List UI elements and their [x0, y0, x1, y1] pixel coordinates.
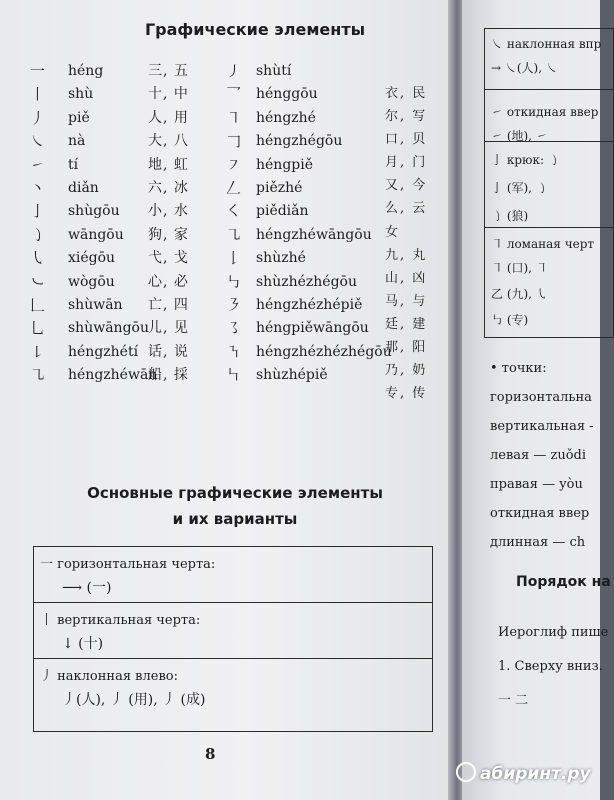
dots-heading: • точки:	[490, 361, 547, 376]
stroke-pinyin: héngzhéwāngōu	[256, 226, 372, 243]
stroke-symbol: 丶	[30, 178, 46, 197]
stroke-pinyin: héngzhézhépiě	[256, 296, 363, 313]
stroke-symbol: 𠃌	[226, 132, 242, 151]
box-row: ㇀ откидная ввер	[491, 105, 599, 119]
list-item: откидная ввер	[490, 506, 590, 521]
stroke-examples: 儿, 见	[148, 320, 189, 337]
stroke-pinyin: héngzhétí	[68, 343, 139, 360]
stroke-pinyin: héngzhéwān	[68, 367, 158, 384]
stroke-pinyin: diǎn	[68, 179, 99, 196]
stroke-pinyin: héng	[68, 63, 104, 79]
variant-label: 丨 вертикальная черта:	[40, 613, 201, 628]
page-title: Графические элементы	[144, 20, 366, 39]
section-subtitle	[70, 480, 400, 532]
list-item: левая — zuǒdi	[490, 448, 587, 463]
stroke-symbol: ㇏	[30, 132, 46, 151]
stroke-examples: 十, 中	[148, 86, 189, 103]
example-chars: 九, 丸	[385, 247, 428, 263]
example-chars: 口, 贝	[385, 132, 428, 148]
box-row: → ㇏(人), ㇏	[491, 61, 558, 75]
list-item: горизонтальна	[490, 390, 592, 405]
stroke-symbol: ㇛	[226, 202, 242, 221]
stroke-examples: 地, 虹	[148, 156, 189, 173]
example-chars: 那, 阳	[385, 340, 428, 356]
section-heading: Порядок на	[516, 574, 611, 590]
stroke-pinyin: shùwān	[68, 296, 123, 313]
stroke-symbol: ㇇	[226, 155, 242, 174]
stroke-symbol: ㇈	[226, 225, 242, 244]
stroke-pinyin: piědiǎn	[256, 203, 309, 220]
example-chars: 山, 凶	[385, 270, 428, 286]
example-chars: 又, 今	[385, 178, 428, 194]
variant-label: 一 горизонтальная черта:	[40, 557, 216, 572]
stroke-pinyin: héngpiěwāngōu	[256, 320, 369, 337]
stroke-pinyin: piě	[68, 109, 90, 126]
stroke-symbol: 亅	[30, 202, 46, 221]
variant-row	[34, 659, 432, 729]
stroke-symbol: ㇀	[30, 155, 46, 174]
box-row: 乙 (九), ㇂	[491, 287, 548, 301]
stroke-examples: 三, 五	[148, 63, 189, 79]
stroke-pinyin: nà	[68, 133, 86, 150]
text-line: Иероглиф пише	[498, 625, 609, 640]
example-chars: 尔, 写	[385, 109, 428, 125]
section-text	[498, 616, 608, 718]
right-page	[462, 0, 611, 800]
box-row: ㇕ ломаная черт	[491, 237, 595, 251]
box-row: ㇏ наклонная впр	[491, 37, 602, 51]
stroke-pinyin: hénggōu	[256, 86, 318, 103]
example-chars: 马, 与	[385, 293, 428, 309]
text-line: 1. Сверху вниз.	[498, 659, 603, 674]
stroke-symbol: 𠄌	[226, 249, 242, 268]
stroke-pinyin: héngzhézhézhégōu	[256, 343, 392, 360]
stroke-symbol: ㇓	[226, 62, 242, 80]
stroke-examples: 心, 必	[148, 273, 189, 290]
stroke-symbol: ㇃	[30, 272, 46, 291]
variant-label: 丿 наклонная влево:	[40, 669, 178, 684]
box-row: 亅 крюк: ㇁	[491, 153, 560, 167]
right-strokes-box	[484, 28, 614, 338]
stroke-pinyin: shùzhé	[256, 250, 306, 267]
example-chars: 月, 门	[385, 155, 428, 171]
stroke-pinyin: héngzhé	[256, 109, 316, 126]
example-chars: 女	[385, 224, 401, 240]
box-divider	[485, 141, 613, 142]
stroke-symbol: 𠃊	[30, 295, 46, 314]
stroke-symbol: 丨	[30, 85, 46, 104]
example-chars: 衣, 民	[385, 86, 428, 101]
stroke-pinyin: piězhé	[256, 179, 303, 196]
stroke-pinyin: wògōu	[68, 273, 115, 290]
stroke-symbol: ㇉	[226, 272, 242, 291]
stroke-pinyin: shùzhépiě	[256, 367, 328, 384]
text-line: 一 二	[498, 693, 529, 708]
box-row: ㇁ (狼)	[491, 209, 529, 223]
watermark-text: абиринт.ру	[480, 764, 591, 784]
stroke-pinyin: tí	[68, 156, 79, 173]
stroke-examples: 人, 用	[148, 109, 189, 126]
subtitle-line-2: и их варианты	[172, 510, 298, 528]
list-item: длинная — ch	[490, 535, 586, 550]
stroke-examples: 狗, 家	[148, 226, 189, 243]
stroke-pinyin: shùgōu	[68, 203, 120, 220]
dots-list	[490, 354, 610, 557]
list-item: правая — yòu	[490, 477, 583, 492]
box-row: 亅 (军), ㇁	[491, 181, 548, 195]
stroke-symbol: 𠃋	[226, 178, 242, 197]
stroke-examples: 六, 冰	[148, 179, 189, 196]
stroke-symbol: 丿	[30, 108, 46, 127]
stroke-symbol: ㇞	[226, 366, 242, 385]
stroke-symbol: ㇈	[30, 366, 46, 385]
stroke-pinyin: shùzhézhégōu	[256, 273, 357, 290]
stroke-symbol: ㇁	[30, 225, 46, 244]
variant-row	[34, 603, 432, 659]
stroke-examples: 大, 八	[148, 133, 189, 150]
box-divider	[485, 227, 613, 228]
stroke-symbol: ㇌	[226, 319, 242, 338]
labirint-logo-icon	[456, 762, 476, 782]
watermark	[456, 762, 591, 784]
examples-column	[385, 82, 433, 405]
stroke-symbol: ㇋	[226, 295, 242, 314]
table-row	[28, 60, 448, 83]
example-chars: 么, 云	[385, 201, 428, 217]
list-item: вертикальная -	[490, 419, 594, 434]
stroke-examples: 话, 说	[148, 343, 189, 360]
box-row: ㇀ (地), ㇀	[491, 129, 548, 143]
box-divider	[485, 89, 613, 90]
variant-examples: ↓ (十)	[62, 636, 104, 652]
stroke-symbol: ㇂	[30, 249, 46, 268]
stroke-pinyin: xiégōu	[68, 250, 116, 267]
stroke-symbol: ㇎	[226, 342, 242, 361]
page-number: 8	[205, 745, 216, 763]
variant-row	[34, 547, 432, 603]
stroke-symbol: 一	[30, 62, 46, 80]
stroke-pinyin: shùwāngōu	[68, 320, 149, 337]
stroke-pinyin: wāngōu	[68, 226, 124, 243]
variant-examples: ⟶ (一)	[62, 580, 112, 596]
stroke-symbol: ㇕	[226, 108, 242, 127]
stroke-examples: 小, 水	[148, 203, 189, 220]
stroke-pinyin: héngzhégōu	[256, 133, 343, 150]
example-chars: 廷, 建	[385, 316, 428, 332]
stroke-examples: 亡, 四	[148, 296, 189, 313]
stroke-symbol: 乛	[226, 85, 242, 104]
stroke-pinyin: shù	[68, 86, 94, 103]
stroke-pinyin: héngpiě	[256, 156, 314, 173]
stroke-pinyin: shùtí	[256, 63, 292, 79]
variant-examples: 丿(人), 丿 (用), 丿 (成)	[62, 692, 206, 708]
variants-table	[33, 546, 433, 732]
subtitle-line-1: Основные графические элементы	[87, 484, 383, 502]
box-row: ㇉ (专)	[491, 313, 529, 327]
box-row: ㇕ (口), ㇕	[491, 261, 548, 275]
stroke-examples: 船, 採	[148, 367, 189, 384]
stroke-examples: 弋, 戈	[148, 250, 189, 267]
stroke-symbol: 乚	[30, 319, 46, 338]
example-chars: 专, 传	[385, 386, 428, 402]
example-chars: 乃, 奶	[385, 363, 428, 379]
stroke-symbol: ㇙	[30, 342, 46, 361]
